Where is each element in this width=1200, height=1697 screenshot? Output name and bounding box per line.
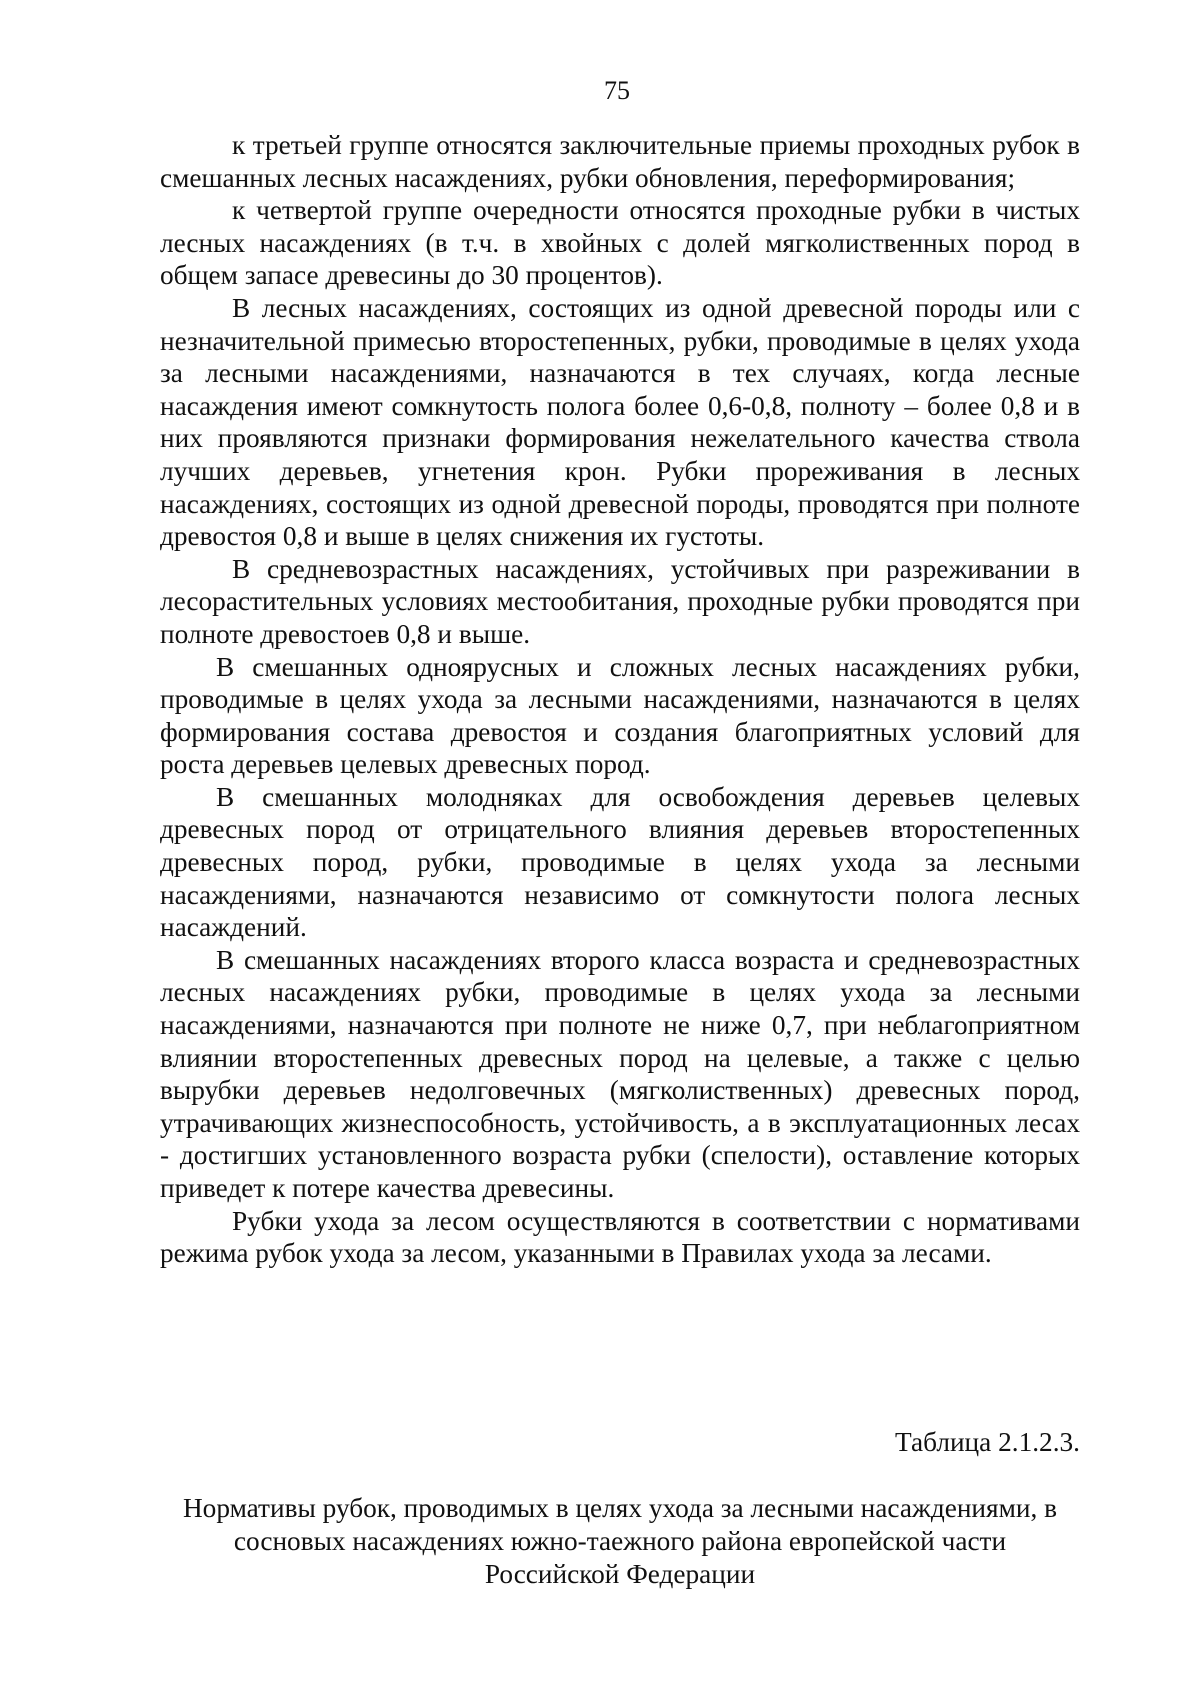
table-caption: Таблица 2.1.2.3. <box>895 1427 1080 1457</box>
paragraph-middle-aged-stands: В средневозрастных насаждениях, устойчивых при разреживании в лесорастительных условиях местообитания, проходные рубки проводятся при полноте древостоев 0,8 и выше. <box>160 553 1080 649</box>
table-title <box>150 1492 1090 1591</box>
paragraph-single-species-stands: В лесных насаждениях, состоящих из одной древесной породы или с незначительной примесью второстепенных, рубки, проводимые в целях ухода за лесными насаждениями, назначаются в тех случаях, когда лесные насаждения имеют сомкнутость полога более 0,6-0,8, полноту – более 0,8 и в них проявляются признаки формирования нежелательного качества ствола лучших деревьев, угнетения крон. Рубки прореживания в лесных насаждениях, состоящих из одной древесной породы, проводятся при полноте древостоя 0,8 и выше в целях снижения их густоты. <box>160 292 1080 552</box>
table-title-line: сосновых насаждениях южно-таежного района европейской части <box>233 1526 1007 1556</box>
table-title-line: Нормативы рубок, проводимых в целях ухода за лесными насаждениями, в <box>182 1493 1058 1523</box>
paragraph-mixed-young-stands: В смешанных молодняках для освобождения деревьев целевых древесных пород от отрицательного влияния деревьев второстепенных древесных пород, рубки, проводимые в целях ухода за лесными насаждениями, назначаются независимо от сомкнутости полога лесных насаждений. <box>160 781 1080 943</box>
page-number: 75 <box>604 76 630 105</box>
paragraph-fourth-group: к четвертой группе очередности относятся проходные рубки в чистых лесных насаждениях (в т.ч. в хвойных с долей мягколиственных пород в общем запасе древесины до 30 процентов). <box>160 195 1080 291</box>
paragraph-thinning-regulations: Рубки ухода за лесом осуществляются в соответствии с нормативами режима рубок ухода за лесом, указанными в Правилах ухода за лесами. <box>160 1205 1080 1269</box>
body-text <box>160 129 1080 1270</box>
paragraph-third-group: к третьей группе относятся заключительные приемы проходных рубок в смешанных лесных насаждениях, рубки обновления, переформирования; <box>160 130 1080 193</box>
table-title-line: Российской Федерации <box>484 1559 756 1589</box>
paragraph-second-age-class: В смешанных насаждениях второго класса возраста и средневозрастных лесных насаждениях рубки, проводимые в целях ухода за лесными насаждениями, назначаются при полноте не ниже 0,7, при неблагоприятном влиянии второстепенных древесных пород на целевые, а также с целью вырубки деревьев недолговечных (мягколиственных) древесных пород, утрачивающих жизнеспособность, устойчивость, а в эксплуатационных лесах - достигших установленного возраста рубки (спелости), оставление которых приведет к потере качества древесины. <box>160 944 1080 1203</box>
paragraph-mixed-stands: В смешанных одноярусных и сложных лесных насаждениях рубки, проводимые в целях ухода за лесными насаждениями, назначаются в целях формирования состава древостоя и создания благоприятных условий для роста деревьев целевых древесных пород. <box>160 651 1080 780</box>
